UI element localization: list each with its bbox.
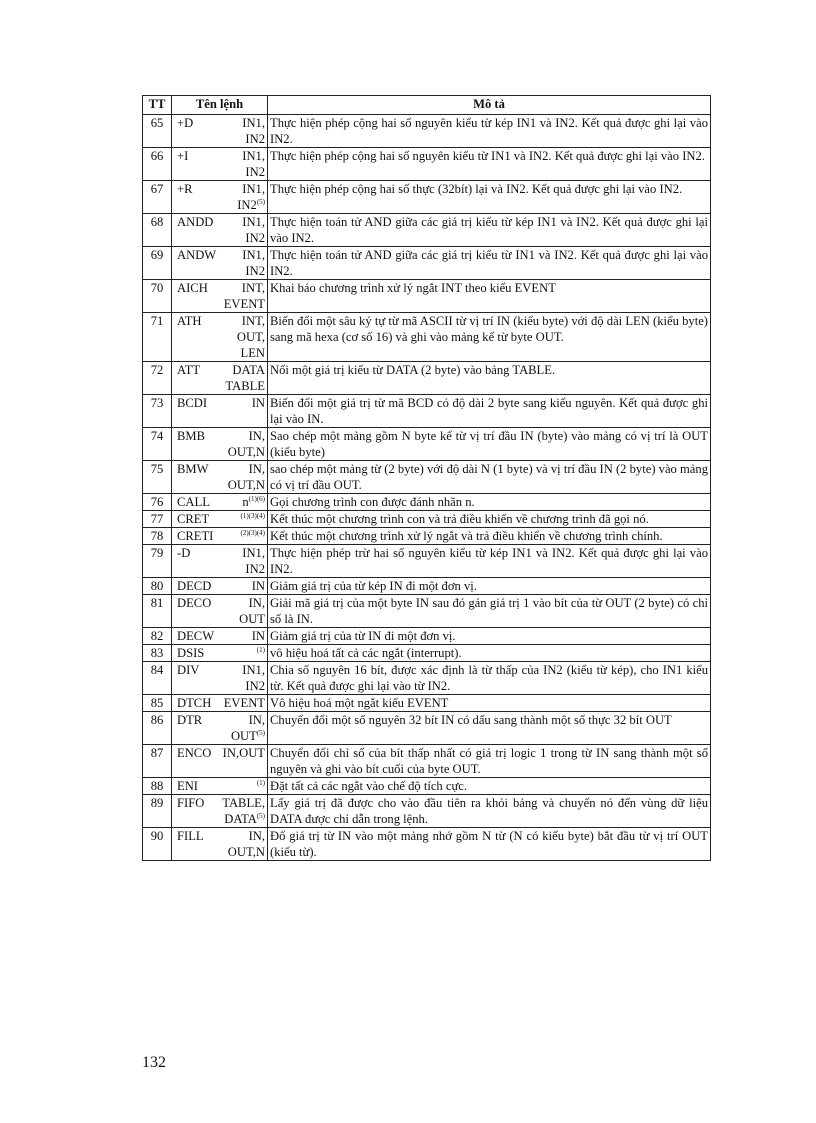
command-description: Kết thúc một chương trình xử lý ngắt và trả điều khiển về chương trình chính.	[268, 528, 711, 545]
operand-text: TABLE,	[222, 796, 265, 810]
operand	[242, 214, 265, 230]
operand	[237, 345, 265, 361]
table-row	[143, 662, 711, 695]
command-description: Biến đổi một giá trị từ mã BCD có độ dài 2 byte sang kiểu nguyên. Kết quả được ghi lại vào IN.	[268, 395, 711, 428]
command-cell	[172, 662, 268, 695]
operand-text: IN2	[245, 132, 265, 146]
command-mnemonic: CRETI	[177, 529, 214, 543]
operand-text: IN1,	[242, 116, 265, 130]
operand	[228, 844, 265, 860]
operand-text: n	[242, 495, 249, 509]
operand-text: EVENT	[223, 696, 265, 710]
operand	[242, 247, 265, 263]
row-number: 65	[143, 115, 172, 148]
operand	[242, 263, 265, 279]
operand	[242, 545, 265, 561]
operand-text: IN2	[237, 198, 257, 212]
operand-text: IN,	[248, 462, 265, 476]
operand-text: IN2	[245, 165, 265, 179]
table-row	[143, 778, 711, 795]
operand-text: IN1,	[242, 546, 265, 560]
table-row	[143, 428, 711, 461]
table-row	[143, 745, 711, 778]
command-operands	[242, 662, 265, 694]
command-mnemonic: ANDW	[177, 248, 217, 262]
command-cell	[172, 148, 268, 181]
operand-text: DATA	[232, 363, 265, 377]
operand	[239, 611, 265, 627]
row-number: 87	[143, 745, 172, 778]
operand-text: IN	[251, 629, 265, 643]
operand-text: IN	[251, 579, 265, 593]
table-row	[143, 795, 711, 828]
command-operands	[228, 461, 265, 493]
command-mnemonic: DTCH	[177, 696, 212, 710]
operand	[237, 197, 265, 213]
command-description: Chuyển đổi một số nguyên 32 bít IN có dấu sang thành một số thực 32 bít OUT	[268, 712, 711, 745]
header-tt: TT	[143, 96, 172, 115]
command-operands	[237, 181, 265, 213]
command-cell	[172, 313, 268, 362]
table-row	[143, 828, 711, 861]
operand-text: OUT,N	[227, 478, 265, 492]
table-row	[143, 528, 711, 545]
row-number: 75	[143, 461, 172, 494]
command-mnemonic: DECO	[177, 596, 212, 610]
command-cell	[172, 712, 268, 745]
row-number: 66	[143, 148, 172, 181]
footnote-marker: (1)	[256, 645, 265, 654]
command-description: Chuyển đổi chỉ số của bít thấp nhất có giá trị logic 1 trong từ IN sang thành một số nguyên và ghi vào bít cuối của byte OUT.	[268, 745, 711, 778]
command-mnemonic: BCDI	[177, 396, 208, 410]
row-number: 89	[143, 795, 172, 828]
operand-text: OUT,N	[227, 445, 265, 459]
command-description: Giảm giá trị của từ IN đi một đơn vị.	[268, 628, 711, 645]
row-number: 82	[143, 628, 172, 645]
row-number: 67	[143, 181, 172, 214]
operand	[242, 164, 265, 180]
row-number: 77	[143, 511, 172, 528]
command-cell	[172, 645, 268, 662]
command-mnemonic: ATT	[177, 363, 201, 377]
table-row	[143, 214, 711, 247]
footnote-marker: (5)	[256, 811, 265, 820]
row-number: 74	[143, 428, 172, 461]
command-operands	[242, 545, 265, 577]
table-row	[143, 280, 711, 313]
command-operands	[239, 595, 265, 627]
row-number: 72	[143, 362, 172, 395]
command-description: Sao chép một mảng gồm N byte kể từ vị trí đầu IN (byte) vào mảng có vị trí là OUT (kiểu byte)	[268, 428, 711, 461]
operand-text: OUT,N	[227, 845, 265, 859]
command-mnemonic: ENCO	[177, 746, 212, 760]
operand	[257, 778, 265, 794]
table-row	[143, 313, 711, 362]
command-mnemonic: DIV	[177, 663, 200, 677]
operand-text: INT,	[241, 314, 265, 328]
operand	[241, 511, 266, 527]
table-row	[143, 578, 711, 595]
command-mnemonic: ATH	[177, 314, 202, 328]
operand-text: IN	[251, 396, 265, 410]
row-number: 79	[143, 545, 172, 578]
operand	[242, 230, 265, 246]
command-operands	[242, 115, 265, 147]
row-number: 68	[143, 214, 172, 247]
row-number: 88	[143, 778, 172, 795]
operand-text: IN2	[245, 231, 265, 245]
operand-text: IN2	[245, 264, 265, 278]
operand	[224, 296, 265, 312]
command-operands	[231, 712, 265, 744]
operand	[252, 628, 265, 644]
operand	[231, 712, 265, 728]
command-operands	[241, 511, 266, 527]
command-mnemonic: +D	[177, 116, 194, 130]
operand-text: INT,	[241, 281, 265, 295]
table-row	[143, 148, 711, 181]
row-number: 71	[143, 313, 172, 362]
command-mnemonic: FIFO	[177, 796, 205, 810]
operand	[228, 477, 265, 493]
command-mnemonic: CALL	[177, 495, 210, 509]
operand	[242, 131, 265, 147]
command-operands	[242, 494, 265, 510]
operand-text: IN2	[245, 562, 265, 576]
command-operands	[225, 362, 265, 394]
command-operands	[241, 528, 266, 544]
operand	[237, 181, 265, 197]
command-cell	[172, 115, 268, 148]
row-number: 73	[143, 395, 172, 428]
footnote-marker: (5)	[256, 728, 265, 737]
table-row	[143, 395, 711, 428]
row-number: 90	[143, 828, 172, 861]
operand-text: IN,	[248, 829, 265, 843]
command-mnemonic: -D	[177, 546, 191, 560]
table-row	[143, 494, 711, 511]
command-cell	[172, 795, 268, 828]
command-description: Kết thúc một chương trình con và trả điều khiển về chương trình đã gọi nó.	[268, 511, 711, 528]
command-operands	[228, 828, 265, 860]
table-row	[143, 247, 711, 280]
command-operands	[237, 313, 265, 361]
command-description: Thực hiện phép cộng hai số thực (32bít) lại và IN2. Kết quả được ghi lại vào IN2.	[268, 181, 711, 214]
page-number: 132	[142, 1054, 166, 1071]
instruction-table	[142, 95, 710, 861]
command-mnemonic: DSIS	[177, 646, 205, 660]
command-description: Biến đổi một sâu ký tự từ mã ASCII từ vị trí IN (kiểu byte) với độ dài LEN (kiểu byte) sang mã hexa (cơ số 16) và ghi vào mảng kể từ byte OUT.	[268, 313, 711, 362]
command-description: Thực hiện toán tử AND giữa các giá trị kiểu từ kép IN1 và IN2. Kết quả được ghi lại vào IN2.	[268, 214, 711, 247]
row-number: 86	[143, 712, 172, 745]
command-description: vô hiệu hoá tất cả các ngắt (interrupt).	[268, 645, 711, 662]
command-operands	[252, 395, 265, 411]
row-number: 76	[143, 494, 172, 511]
operand	[257, 645, 265, 661]
row-number: 80	[143, 578, 172, 595]
command-mnemonic: DTR	[177, 713, 203, 727]
command-mnemonic: DECW	[177, 629, 215, 643]
command-description: Thực hiện toán tử AND giữa các giá trị kiểu từ IN1 và IN2. Kết quả được ghi lại vào IN2.	[268, 247, 711, 280]
row-number: 70	[143, 280, 172, 313]
command-cell	[172, 181, 268, 214]
command-operands	[222, 795, 265, 827]
command-operands	[223, 745, 265, 761]
operand	[228, 828, 265, 844]
operand	[242, 662, 265, 678]
operand	[241, 528, 266, 544]
header-command-name: Tên lệnh	[172, 96, 268, 115]
operand-text: OUT,	[236, 330, 265, 344]
row-number: 84	[143, 662, 172, 695]
operand	[239, 595, 265, 611]
operand	[228, 461, 265, 477]
command-description: Vô hiệu hoá một ngắt kiểu EVENT	[268, 695, 711, 712]
command-cell	[172, 461, 268, 494]
operand	[228, 444, 265, 460]
operand	[223, 745, 265, 761]
command-operands	[228, 428, 265, 460]
operand-text: IN1,	[242, 248, 265, 262]
table-row	[143, 645, 711, 662]
command-operands	[257, 645, 265, 661]
command-cell	[172, 778, 268, 795]
operand	[224, 695, 265, 711]
operand-text: IN,OUT	[222, 746, 265, 760]
command-description: sao chép một mảng từ (2 byte) với độ dài N (1 byte) và vị trí đầu IN (2 byte) vào mảng có vị trí đầu OUT.	[268, 461, 711, 494]
command-cell	[172, 528, 268, 545]
command-cell	[172, 511, 268, 528]
command-cell	[172, 280, 268, 313]
table-row	[143, 628, 711, 645]
command-mnemonic: FILL	[177, 829, 204, 843]
table-row	[143, 511, 711, 528]
operand-text: TABLE	[225, 379, 265, 393]
command-cell	[172, 695, 268, 712]
footnote-marker: (2)(3)(4)	[240, 528, 265, 537]
operand	[225, 378, 265, 394]
operand-text: OUT	[230, 729, 257, 743]
operand	[252, 395, 265, 411]
command-cell	[172, 247, 268, 280]
operand	[242, 561, 265, 577]
operand	[225, 362, 265, 378]
command-cell	[172, 395, 268, 428]
operand-text: IN,	[248, 596, 265, 610]
row-number: 85	[143, 695, 172, 712]
operand-text: IN1,	[242, 182, 265, 196]
command-cell	[172, 428, 268, 461]
command-operands	[242, 247, 265, 279]
operand-text: IN1,	[242, 663, 265, 677]
command-operands	[252, 578, 265, 594]
operand	[252, 578, 265, 594]
command-mnemonic: +R	[177, 182, 193, 196]
operand-text: DATA	[224, 812, 257, 826]
command-cell	[172, 214, 268, 247]
command-description: Gọi chương trình con được đánh nhãn n.	[268, 494, 711, 511]
operand	[242, 678, 265, 694]
command-description: Lấy giá trị đã được cho vào đầu tiên ra khỏi bảng và chuyển nó đến vùng dữ liệu DATA được chỉ dẫn trong lệnh.	[268, 795, 711, 828]
command-mnemonic: +I	[177, 149, 189, 163]
row-number: 83	[143, 645, 172, 662]
operand-text: IN,	[248, 429, 265, 443]
command-cell	[172, 628, 268, 645]
table-row	[143, 181, 711, 214]
operand	[228, 428, 265, 444]
command-description: Thực hiện phép cộng hai số nguyên kiểu từ kép IN1 và IN2. Kết quả được ghi lại vào IN2.	[268, 115, 711, 148]
command-operands	[224, 280, 265, 312]
table-row	[143, 461, 711, 494]
operand-text: LEN	[240, 346, 265, 360]
row-number: 69	[143, 247, 172, 280]
command-operands	[242, 148, 265, 180]
operand	[237, 329, 265, 345]
row-number: 78	[143, 528, 172, 545]
table-row	[143, 695, 711, 712]
table-row	[143, 115, 711, 148]
command-cell	[172, 595, 268, 628]
table-row	[143, 595, 711, 628]
operand	[242, 148, 265, 164]
table-row	[143, 362, 711, 395]
footnote-marker: (1)(6)	[248, 494, 265, 503]
operand-text: IN1,	[242, 215, 265, 229]
command-operands	[224, 695, 265, 711]
command-cell	[172, 578, 268, 595]
operand	[242, 494, 265, 510]
command-description: Đổ giá trị từ IN vào một mảng nhớ gồm N từ (N có kiểu byte) bắt đầu từ vị trí OUT (kiểu từ).	[268, 828, 711, 861]
table-header-row	[143, 96, 711, 115]
command-cell	[172, 545, 268, 578]
operand	[222, 811, 265, 827]
operand-text: IN,	[248, 713, 265, 727]
row-number: 81	[143, 595, 172, 628]
table-row	[143, 712, 711, 745]
command-operands	[257, 778, 265, 794]
footnote-marker: (1)(3)(4)	[240, 511, 265, 520]
command-description: Thực hiện phép cộng hai số nguyên kiểu từ IN1 và IN2. Kết quả được ghi lại vào IN2.	[268, 148, 711, 181]
operand	[242, 115, 265, 131]
command-operands	[242, 214, 265, 246]
command-operands	[252, 628, 265, 644]
operand	[231, 728, 265, 744]
operand-text: IN2	[245, 679, 265, 693]
command-mnemonic: DECD	[177, 579, 212, 593]
command-description: Khai báo chương trình xử lý ngắt INT theo kiểu EVENT	[268, 280, 711, 313]
header-description: Mô tả	[268, 96, 711, 115]
command-mnemonic: CRET	[177, 512, 210, 526]
command-mnemonic: AICH	[177, 281, 208, 295]
command-mnemonic: ANDD	[177, 215, 214, 229]
footnote-marker: (1)	[256, 778, 265, 787]
command-description: Giải mã giá trị của một byte IN sau đó gán giá trị 1 vào bít của từ OUT (2 byte) có chỉ số là IN.	[268, 595, 711, 628]
command-description: Nối một giá trị kiểu từ DATA (2 byte) vào bảng TABLE.	[268, 362, 711, 395]
table-row	[143, 545, 711, 578]
footnote-marker: (5)	[256, 197, 265, 206]
operand-text: EVENT	[223, 297, 265, 311]
command-cell	[172, 745, 268, 778]
command-description: Đặt tất cả các ngắt vào chế độ tích cực.	[268, 778, 711, 795]
command-mnemonic: ENI	[177, 779, 198, 793]
command-cell	[172, 494, 268, 511]
command-description: Thực hiện phép trừ hai số nguyên kiểu từ kép IN1 và IN2. Kết quả được ghi lại vào IN2.	[268, 545, 711, 578]
operand-text: OUT	[239, 612, 265, 626]
command-description: Giảm giá trị của từ kép IN đi một đơn vị.	[268, 578, 711, 595]
command-mnemonic: BMB	[177, 429, 205, 443]
operand	[224, 280, 265, 296]
operand	[237, 313, 265, 329]
command-mnemonic: BMW	[177, 462, 209, 476]
command-cell	[172, 828, 268, 861]
operand-text: IN1,	[242, 149, 265, 163]
command-description: Chia số nguyên 16 bít, được xác định là từ thấp của IN2 (kiểu từ kép), cho IN1 kiểu từ. Kết quả được ghi lại vào từ IN2.	[268, 662, 711, 695]
command-cell	[172, 362, 268, 395]
operand	[222, 795, 265, 811]
